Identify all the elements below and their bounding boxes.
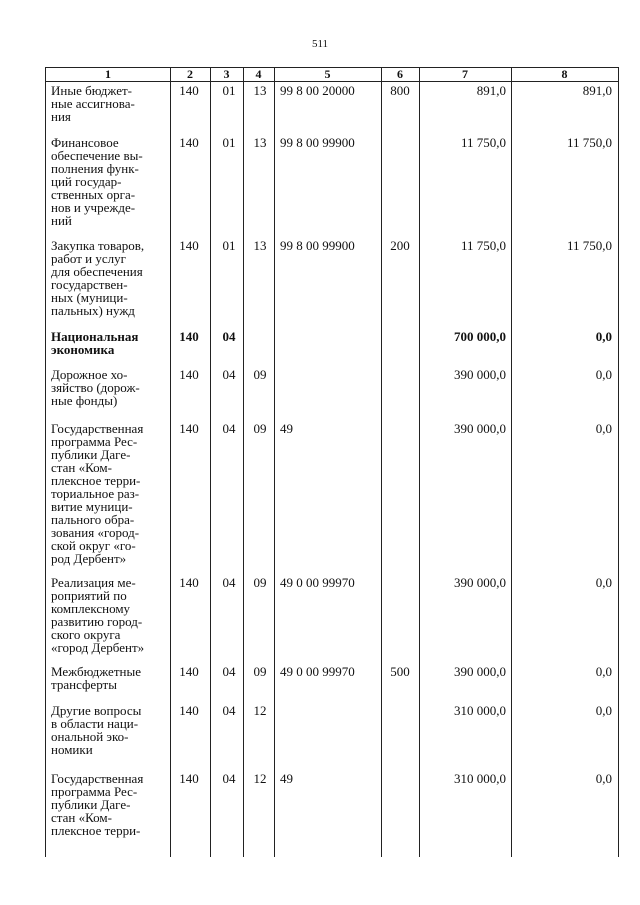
column-header-row [46,67,618,82]
section-code: 04 [222,421,236,436]
amount-2: 0,0 [595,367,612,382]
admin-code: 140 [179,83,199,98]
column-divider [381,67,382,857]
admin-code: 140 [179,329,199,344]
row-name: Реализация ме- роприятий по комплексному развитию город- ского округа «город Дербент» [51,575,145,655]
row-name: Иные бюджет- ные ассигнова- ния [51,83,135,124]
amount-2: 891,0 [582,83,612,98]
target-code: 49 [280,421,293,436]
column-divider [210,67,211,857]
row-name: Дорожное хо- зяйство (дорож- ные фонды) [51,367,140,408]
admin-code: 140 [179,664,199,679]
section-code: 01 [222,135,236,150]
amount-1: 390 000,0 [454,421,506,436]
amount-1: 310 000,0 [454,703,506,718]
target-code: 49 0 00 99970 [280,664,355,679]
column-header: 3 [223,67,230,81]
section-code: 04 [222,771,236,786]
subsection-code: 09 [253,575,267,590]
row-name: Финансовое обеспечение вы- полнения функ- ций государ- ственных орга- нов и учрежде- ний [51,135,143,228]
amount-2: 11 750,0 [566,135,612,150]
subsection-code: 09 [253,421,267,436]
subsection-code: 12 [253,771,267,786]
column-header: 8 [561,67,568,81]
amount-1: 390 000,0 [454,367,506,382]
section-code: 01 [222,83,236,98]
column-divider [419,67,420,857]
subsection-code: 13 [253,238,267,253]
budget-table [45,67,619,857]
page-number: 511 [311,38,329,50]
section-code: 04 [222,367,236,382]
row-name: Закупка товаров, работ и услуг для обеспечения государствен- ных (муници- пальных) нужд [51,238,145,318]
admin-code: 140 [179,238,199,253]
amount-1: 700 000,0 [454,329,506,344]
row-name: Другие вопросы в области наци- ональной эко- номики [51,703,142,757]
column-divider [511,67,512,857]
subsection-code: 13 [253,83,267,98]
row-name: Государственная программа Рес- публики Даге- стан «Ком- плексное терри- ториальное раз- витие муници- пального обра- зования «город- ской округ «го- род Дербент» [51,421,144,566]
subsection-code: 09 [253,664,267,679]
column-header: 6 [397,67,403,81]
section-code: 04 [222,575,236,590]
target-code: 99 8 00 99900 [280,238,355,253]
column-divider [243,67,244,857]
section-code: 04 [222,329,236,344]
column-header: 1 [105,67,111,81]
admin-code: 140 [179,703,199,718]
amount-2: 0,0 [595,703,612,718]
admin-code: 140 [179,367,199,382]
amount-1: 11 750,0 [460,238,506,253]
column-header: 4 [255,67,262,81]
section-code: 04 [222,664,236,679]
column-header: 7 [462,67,468,81]
amount-1: 891,0 [476,83,506,98]
admin-code: 140 [179,575,199,590]
admin-code: 140 [179,421,199,436]
target-code: 49 0 00 99970 [280,575,355,590]
amount-1: 390 000,0 [454,664,506,679]
admin-code: 140 [179,771,199,786]
subsection-code: 12 [253,703,267,718]
amount-2: 11 750,0 [566,238,612,253]
expense-type-code: 500 [390,664,410,679]
amount-1: 310 000,0 [454,771,506,786]
amount-1: 390 000,0 [454,575,506,590]
column-header: 5 [324,67,331,81]
row-name: Национальная экономика [51,329,139,357]
column-header: 2 [187,67,193,81]
column-divider [274,67,275,857]
target-code: 49 [280,771,293,786]
amount-2: 0,0 [595,329,612,344]
expense-type-code: 800 [390,83,410,98]
amount-1: 11 750,0 [460,135,506,150]
section-code: 04 [222,703,236,718]
amount-2: 0,0 [595,421,612,436]
column-divider [170,67,171,857]
subsection-code: 13 [253,135,267,150]
row-name: Межбюджетные трансферты [51,664,141,692]
admin-code: 140 [179,135,199,150]
amount-2: 0,0 [595,575,612,590]
expense-type-code: 200 [390,238,410,253]
row-name: Государственная программа Рес- публики Даге- стан «Ком- плексное терри- [51,771,144,838]
amount-2: 0,0 [595,771,612,786]
target-code: 99 8 00 99900 [280,135,355,150]
target-code: 99 8 00 20000 [280,83,355,98]
amount-2: 0,0 [595,664,612,679]
subsection-code: 09 [253,367,267,382]
section-code: 01 [222,238,236,253]
